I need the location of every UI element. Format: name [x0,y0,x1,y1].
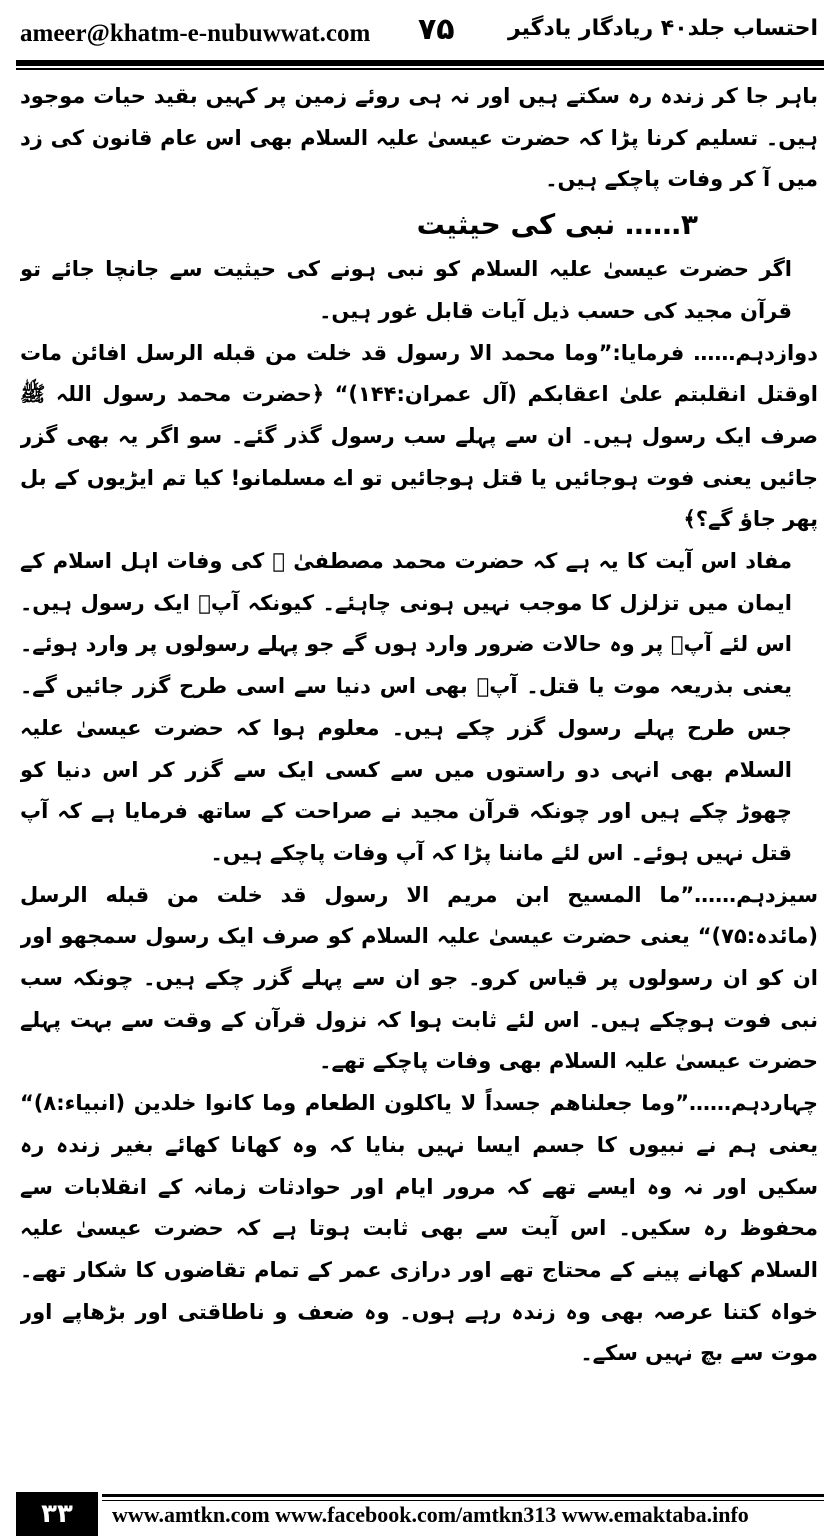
header-email: ameer@khatm-e-nubuwwat.com [20,20,371,47]
footer-rule-thick [102,1494,824,1497]
header-book-title: احتساب جلد۴۰ ریادگار یادگیر [508,16,818,41]
page-footer [16,1494,824,1534]
paragraph-6: چہاردہم……”وما جعلناھم جسداً لا یاکلون الطعام وما کانوا خلدین (انبیاء:۸)“ یعنی ہم نے نبیوں کا جسم ایسا نہیں بنایا کہ وہ کھانا کھائے بغیر زندہ رہ سکیں اور نہ وہ ایسے تھے کہ مرور ایام اور حوادثات زمانہ کے انقلابات سے محفوظ رہ سکیں۔ اس آیت سے بھی ثابت ہوتا ہے کہ حضرت عیسیٰ علیہ السلام کھانے پینے کے محتاج تھے اور درازی عمر کے تمام تقاضوں کا شکار تھے۔ خواہ کتنا عرصہ بھی وہ زندہ رہے ہوں۔ وہ ضعف و ناطاقتی اور بڑھاپے اور موت سے بچ نہیں سکے۔ [20,1091,818,1366]
paragraph-4: مفاد اس آیت کا یہ ہے کہ حضرت محمد مصطفیٰ ﷺ کی وفات اہل اسلام کے ایمان میں تزلزل کا موجب نہیں ہونی چاہئے۔ کیونکہ آپؐ ایک رسول ہیں۔ اس لئے آپؐ پر وہ حالات ضرور وارد ہوں گے جو پہلے رسولوں پر وارد ہوئے۔ یعنی بذریعہ موت یا قتل۔ آپؐ بھی اس دنیا سے اسی طرح گزر جائیں گے۔ جس طرح پہلے رسول گزر چکے ہیں۔ معلوم ہوا کہ حضرت عیسیٰ علیہ السلام بھی انہی دو راستوں میں سے کسی ایک سے گزر کر اس دنیا کو چھوڑ چکے ہیں اور چونکہ قرآن مجید نے صراحت کے ساتھ فرمایا ہے کہ آپ قتل نہیں ہوئے۔ اس لئے ماننا پڑا کہ آپ وفات پاچکے ہیں۔ [20,549,792,865]
header-rule-thick [16,60,824,66]
footer-links: www.amtkn.com www.facebook.com/amtkn313 www.emaktaba.info [112,1502,749,1527]
footer-rule-thin [102,1500,824,1501]
paragraph-3: دوازدہم…… فرمایا:”وما محمد الا رسول قد خلت من قبله الرسل افائن مات اوقتل انقلبتم علیٰ اعقابکم (آل عمران:۱۴۴)“ ﴿حضرت محمد رسول اللہ ﷺ صرف ایک رسول ہیں۔ ان سے پہلے سب رسول گذر گئے۔ سو اگر یہ بھی گزر جائیں یعنی فوت ہوجائیں یا قتل ہوجائیں تو اے مسلمانو! کیا تم ایڑیوں کے بل پھر جاؤ گے؟﴾ [20,340,818,532]
header-rule-thin [16,68,824,70]
paragraph-5: سیزدہم……”ما المسیح ابن مریم الا رسول قد خلت من قبله الرسل (مائدہ:۷۵)“ یعنی حضرت عیسیٰ علیہ السلام کو صرف ایک رسول سمجھو اور ان کو ان رسولوں پر قیاس کرو۔ جو ان سے پہلے گزر چکے ہیں۔ چونکہ سب نبی فوت ہوچکے ہیں۔ اس لئے ثابت ہوا کہ نزول قرآن کے وقت سے بہت پہلے حضرت عیسیٰ علیہ السلام بھی وفات پاچکے تھے۔ [20,882,818,1074]
page-body [20,76,818,1456]
paragraph-1: باہر جا کر زندہ رہ سکتے ہیں اور نہ ہی روئے زمین پر کہیں بقید حیات موجود ہیں۔ تسلیم کرنا پڑا کہ حضرت عیسیٰ علیہ السلام بھی اس عام قانون کی زد میں آ کر وفات پاچکے ہیں۔ [20,84,818,192]
footer-page-number: ۳۳ [16,1492,98,1536]
paragraph-2: اگر حضرت عیسیٰ علیہ السلام کو نبی ہونے کی حیثیت سے جانچا جائے تو قرآن مجید کی حسب ذیل آیات قابل غور ہیں۔ [20,257,792,323]
section-heading: ۳…… نبی کی حیثیت [416,208,698,242]
page-header [18,8,822,56]
header-page-number: ۷۵ [418,12,455,47]
